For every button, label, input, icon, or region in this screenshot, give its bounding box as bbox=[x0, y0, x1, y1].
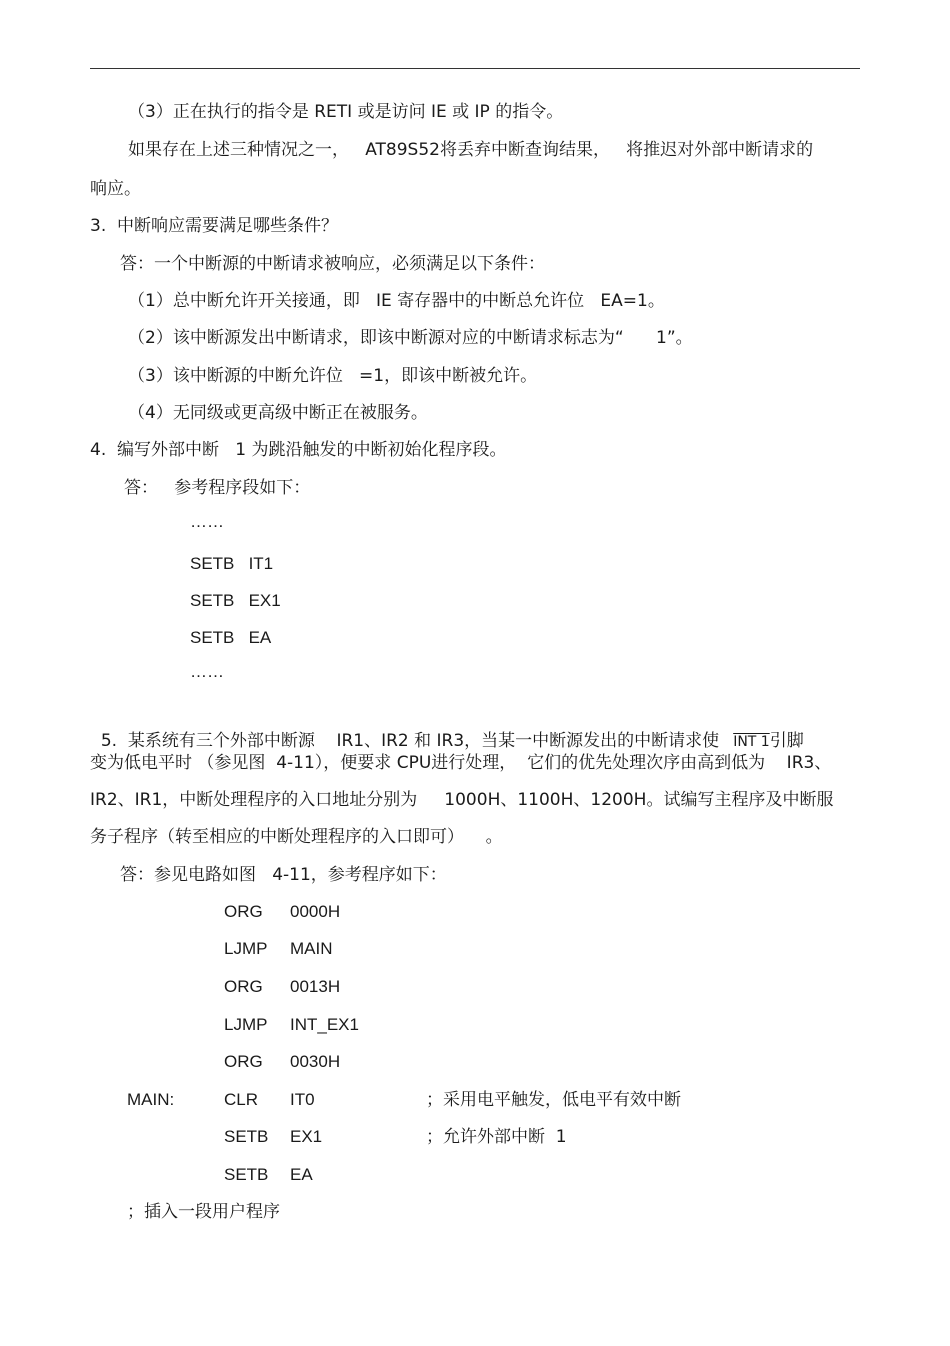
code-op: LJMP bbox=[224, 939, 268, 958]
condition-2: （2）该中断源发出中断请求，即该中断源对应的中断请求标志为“ 1”。 bbox=[128, 328, 693, 348]
condition-4: （4）无同级或更高级中断正在被服务。 bbox=[128, 403, 428, 423]
code-comment: ；采用电平触发，低电平有效中断 bbox=[426, 1090, 681, 1110]
code-op: LJMP bbox=[224, 1015, 268, 1034]
code-arg: 0030H bbox=[290, 1052, 341, 1071]
code-arg: MAIN bbox=[290, 939, 333, 958]
code-op: SETB bbox=[224, 1127, 269, 1146]
code-op: ORG bbox=[224, 902, 263, 921]
code-line: SETB EX1 bbox=[190, 591, 281, 610]
code-arg: INT_EX1 bbox=[290, 1015, 359, 1034]
question-5-line4: 务子程序（转至相应的中断处理程序的入口即可） 。 bbox=[90, 827, 503, 847]
code-op: ORG bbox=[224, 1052, 263, 1071]
answer-3: 答：一个中断源的中断请求被响应，必须满足以下条件： bbox=[120, 254, 545, 274]
code-arg: EX1 bbox=[290, 1127, 323, 1146]
header-rule bbox=[90, 68, 860, 69]
condition-3: （3）该中断源的中断允许位 =1，即该中断被允许。 bbox=[128, 366, 538, 386]
answer-5: 答：参见电路如图 4-11，参考程序如下： bbox=[120, 865, 447, 885]
code-line: …… bbox=[190, 662, 224, 681]
int1-signal: INT 1 bbox=[733, 734, 770, 750]
code-arg: EA bbox=[290, 1165, 313, 1184]
code-comment: ；插入一段用户程序 bbox=[127, 1202, 280, 1222]
question-4: 4. 编写外部中断 1 为跳沿触发的中断初始化程序段。 bbox=[90, 440, 507, 460]
answer-4: 答： 参考程序段如下： bbox=[124, 478, 311, 498]
paragraph-line: 如果存在上述三种情况之一， AT89S52将丢弃中断查询结果， 将推迟对外部中断请求的 bbox=[128, 140, 814, 160]
code-line: …… bbox=[190, 512, 224, 531]
paragraph-line: 响应。 bbox=[90, 179, 141, 199]
code-arg: 0000H bbox=[290, 902, 341, 921]
code-arg: IT0 bbox=[290, 1090, 315, 1109]
code-line: SETB EA bbox=[190, 628, 272, 647]
code-arg: 0013H bbox=[290, 977, 341, 996]
question-5-line1 bbox=[90, 708, 804, 753]
code-op: ORG bbox=[224, 977, 263, 996]
code-label: MAIN: bbox=[127, 1090, 175, 1109]
code-op: SETB bbox=[224, 1165, 269, 1184]
question-5-line2: 变为低电平时 （参见图 4-11），便要求 CPU进行处理， 它们的优先处理次序由高到低为 IR3、 bbox=[90, 753, 832, 773]
code-comment: ；允许外部中断 1 bbox=[426, 1127, 567, 1147]
code-op: CLR bbox=[224, 1090, 259, 1109]
paragraph-line: （3）正在执行的指令是 RETI 或是访问 IE 或 IP 的指令。 bbox=[128, 102, 564, 122]
code-line: SETB IT1 bbox=[190, 554, 274, 573]
question-5-text: 引脚 bbox=[769, 731, 804, 751]
condition-1: （1）总中断允许开关接通，即 IE 寄存器中的中断总允许位 EA=1。 bbox=[128, 291, 665, 311]
question-5-line3: IR2、IR1，中断处理程序的入口地址分别为 1000H、1100H、1200H。试编写主程序及中断服 bbox=[90, 790, 834, 810]
question-3: 3. 中断响应需要满足哪些条件？ bbox=[90, 216, 339, 236]
question-5-text: 5. 某系统有三个外部中断源 IR1、IR2 和 IR3，当某一中断源发出的中断请求使 bbox=[100, 731, 720, 751]
